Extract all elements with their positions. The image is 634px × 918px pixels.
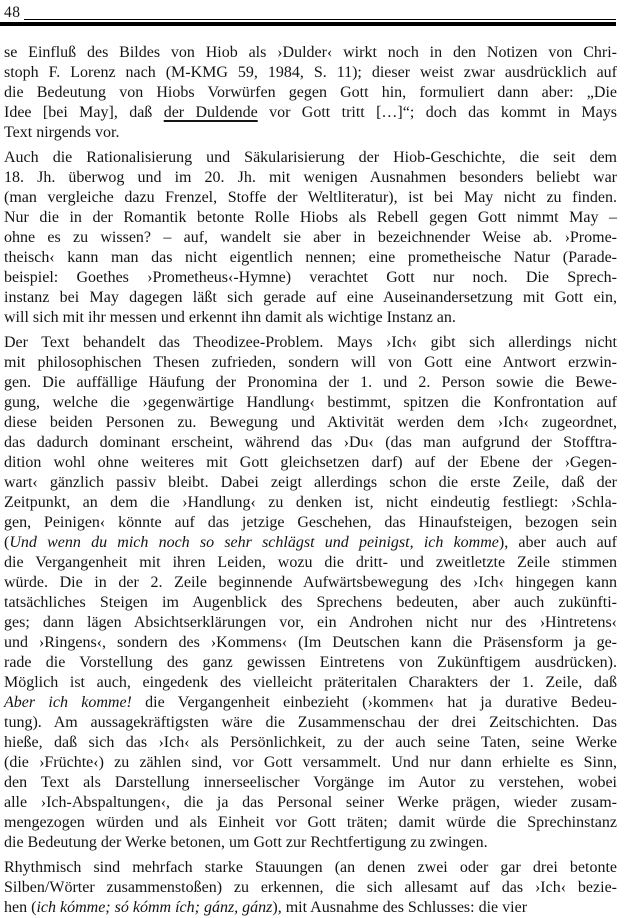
text-line (4, 513, 617, 533)
text-line (4, 553, 617, 573)
text-line (4, 43, 617, 63)
text-run: Idee [bei May], daß (4, 104, 164, 121)
text-line (4, 208, 617, 228)
text-line (4, 123, 617, 143)
text-run: beispiel: Goethes ›Prometheus‹-Hymne) verachtet Gott nur noch. Die Sprech- (4, 269, 617, 286)
text-line (4, 858, 617, 878)
paragraph (4, 43, 617, 143)
text-line (4, 593, 617, 613)
text-run: (man vergleiche dazu Frenzel, Stoffe der Weltliteratur), ist bei May nicht zu finden. (4, 189, 617, 206)
text-run: 18. Jh. überwog und im 20. Jh. mit wenigen Ausnahmen besonders beliebt war (4, 169, 617, 186)
italic-text-run: Und wenn du mich noch so sehr schlägst und peinigst, ich komme (9, 534, 499, 551)
paragraph (4, 148, 617, 328)
header-rule-thin (24, 19, 617, 20)
text-run: Nur die in der Romantik betonte Rolle Hiobs als Rebell gegen Gott nimmt May – (4, 209, 617, 226)
text-line (4, 288, 617, 308)
text-run: stoph F. Lorenz nach (M-KMG 59, 1984, S. 11); dieser weist zwar ausdrücklich auf (4, 64, 617, 81)
text-line (4, 248, 617, 268)
text-line (4, 333, 617, 353)
text-line (4, 103, 617, 123)
text-run: ohne es zu wissen? – auf, wandelt sie aber in bezeichnender Weise ab. ›Prome- (4, 229, 617, 246)
text-run: alle ›Ich-Abspaltungen‹, die ja das Personal seiner Werke prägen, wieder zusam- (4, 794, 617, 811)
text-run: die Vergangenheit mit ihren Leiden, wozu die dritt- und zweitletzte Zeile stimmen (4, 554, 617, 571)
page-header (0, 0, 634, 20)
text-line (4, 733, 617, 753)
text-run: dition wohl ohne weiteres mit Gott gleichsetzen darf) auf der Ebene der ›Gegen- (4, 454, 617, 471)
text-run: die Vergangenheit einbezieht (›kommen‹ hat ja durative Bedeu- (131, 694, 617, 711)
text-line (4, 228, 617, 248)
text-line (4, 653, 617, 673)
text-line (4, 188, 617, 208)
text-run: ges; dann lägen Absichtserklärungen vor, ein Androhen nicht nur des ›Hintretens‹ (4, 614, 617, 631)
text-run: (die ›Früchte‹) zu zählen sind, vor Gott versammelt. Und nur dann erhielte es Sinn, (4, 754, 617, 771)
text-run: gen, Peinigen‹ könnte auf das jetzige Geschehen, das Hinaufsteigen, bezogen sein (4, 514, 617, 531)
text-line (4, 898, 617, 918)
text-run: will sich mit ihr messen und erkennt ihn damit als wichtige Instanz an. (4, 309, 456, 326)
text-line (4, 168, 617, 188)
text-run: Der Text behandelt das Theodizee-Problem. Mays ›Ich‹ gibt sich allerdings nicht (4, 334, 617, 351)
text-line (4, 833, 617, 853)
paragraph (4, 858, 617, 918)
italic-text-run: ich kómme; só kómm ích; gánz, gánz (36, 899, 273, 916)
text-line (4, 493, 617, 513)
text-run: gung, welche die ›gegenwärtige Handlung‹ bestimmt, spitzen die Konfrontation auf (4, 394, 617, 411)
text-run: ( (4, 534, 10, 551)
text-line (4, 453, 617, 473)
text-run: ), aber auch auf (498, 534, 618, 551)
text-run: tatsächliches Steigen im Augenblick des Sprechens bedeuten, aber auch zukünfti- (4, 594, 617, 611)
text-line (4, 148, 617, 168)
text-line (4, 473, 617, 493)
text-run: wart‹ gänzlich passiv bleibt. Dabei zeigt allerdings schon die erste Zeile, daß der (4, 474, 617, 491)
text-run: mit philosophischen Thesen zufrieden, sondern will von Gott eine Antwort erzwin- (4, 354, 617, 371)
text-run: würde. Die in der 2. Zeile beginnende Aufwärtsbewegung des ›Ich‹ hingegen kann (4, 574, 617, 591)
text-run: Möglich ist auch, eingedenk des vielleicht präteritalen Charakters der 1. Zeile, daß (4, 674, 617, 691)
text-line (4, 693, 617, 713)
text-line (4, 308, 617, 328)
text-run: Auch die Rationalisierung und Säkularisierung der Hiob-Geschichte, die seit dem (4, 149, 617, 166)
text-line (4, 878, 617, 898)
text-run: vor Gott tritt […]“; doch das kommt in Mays (257, 104, 617, 121)
text-run: hieße, daß sich das ›Ich‹ als Persönlichkeit, zu der auch seine Taten, seine Werke (4, 734, 617, 751)
text-run: mengezogen würden und als Einheit vor Gott träten; damit würde die Sprechinstanz (4, 814, 617, 831)
underlined-text-run: der Duldende (163, 104, 258, 121)
text-line (4, 393, 617, 413)
text-run: instanz bei May dagegen läßt sich gerade auf eine Auseinandersetzung mit Gott ein, (4, 289, 617, 306)
text-line (4, 753, 617, 773)
text-run: Silben/Wörter zusammenstoßen) zu erkennen, die sich allesamt auf das ›Ich‹ bezie- (4, 879, 617, 896)
text-line (4, 773, 617, 793)
italic-text-run: Aber ich komme! (4, 694, 132, 711)
text-run: den Text als Darstellung innerseelischer Vorgänge im Autor zu verstehen, wobei (4, 774, 617, 791)
text-line (4, 573, 617, 593)
text-run: rade die Vorstellung des ganz gewissen Eintretens von Zukünftigem ausdrücken). (4, 654, 617, 671)
text-run: Zeitpunkt, an dem die ›Handlung‹ zu denken ist, nicht eindeutig festliegt: ›Schla- (4, 494, 617, 511)
text-line (4, 83, 617, 103)
text-run: und ›Ringens‹, sondern des ›Kommens‹ (Im Deutschen kann die Präsensform ja ge- (4, 634, 617, 651)
text-line (4, 673, 617, 693)
text-run: se Einfluß des Bildes von Hiob als ›Dulder‹ wirkt noch in den Notizen von Chri- (4, 44, 617, 61)
paragraph (4, 333, 617, 853)
text-run: hen ( (4, 899, 37, 916)
text-line (4, 353, 617, 373)
text-run: diese beiden Personen zu. Bewegung und Aktivität werden dem ›Ich‹ zugeordnet, (4, 414, 617, 431)
text-run: die Bedeutung von Hiobs Vorwürfen gegen Gott hin, formuliert dann aber: „Die (4, 84, 617, 101)
text-line (4, 63, 617, 83)
page-number: 48 (4, 4, 21, 21)
text-run: theisch‹ kann man das nicht eigentlich nennen; eine prometheische Natur (Parade- (4, 249, 617, 266)
text-run: die Bedeutung der Werke betonen, um Gott zur Rechtfertigung zu zwingen. (4, 834, 488, 851)
text-run: das dadurch dominant erscheint, während das ›Du‹ (das man aufgrund der Stofftra- (4, 434, 617, 451)
text-run: tung). Am aussagekräftigsten wäre die Zusammenschau der drei Zeitschichten. Das (4, 714, 617, 731)
body-text (4, 43, 617, 918)
text-line (4, 413, 617, 433)
text-line (4, 533, 617, 553)
text-line (4, 373, 617, 393)
text-line (4, 633, 617, 653)
text-run: Text nirgends vor. (4, 124, 120, 141)
text-line (4, 268, 617, 288)
text-line (4, 813, 617, 833)
text-line (4, 793, 617, 813)
text-run: ), mit Ausnahme des Schlusses: die vier (272, 899, 528, 916)
text-run: Rhythmisch sind mehrfach starke Stauungen (an denen zwei oder gar drei betonte (4, 859, 617, 876)
text-run: gen. Die auffällige Häufung der Pronomina der 1. und 2. Person sowie die Bewe- (4, 374, 617, 391)
header-rule-thick (0, 22, 616, 26)
text-line (4, 713, 617, 733)
text-line (4, 433, 617, 453)
text-line (4, 613, 617, 633)
